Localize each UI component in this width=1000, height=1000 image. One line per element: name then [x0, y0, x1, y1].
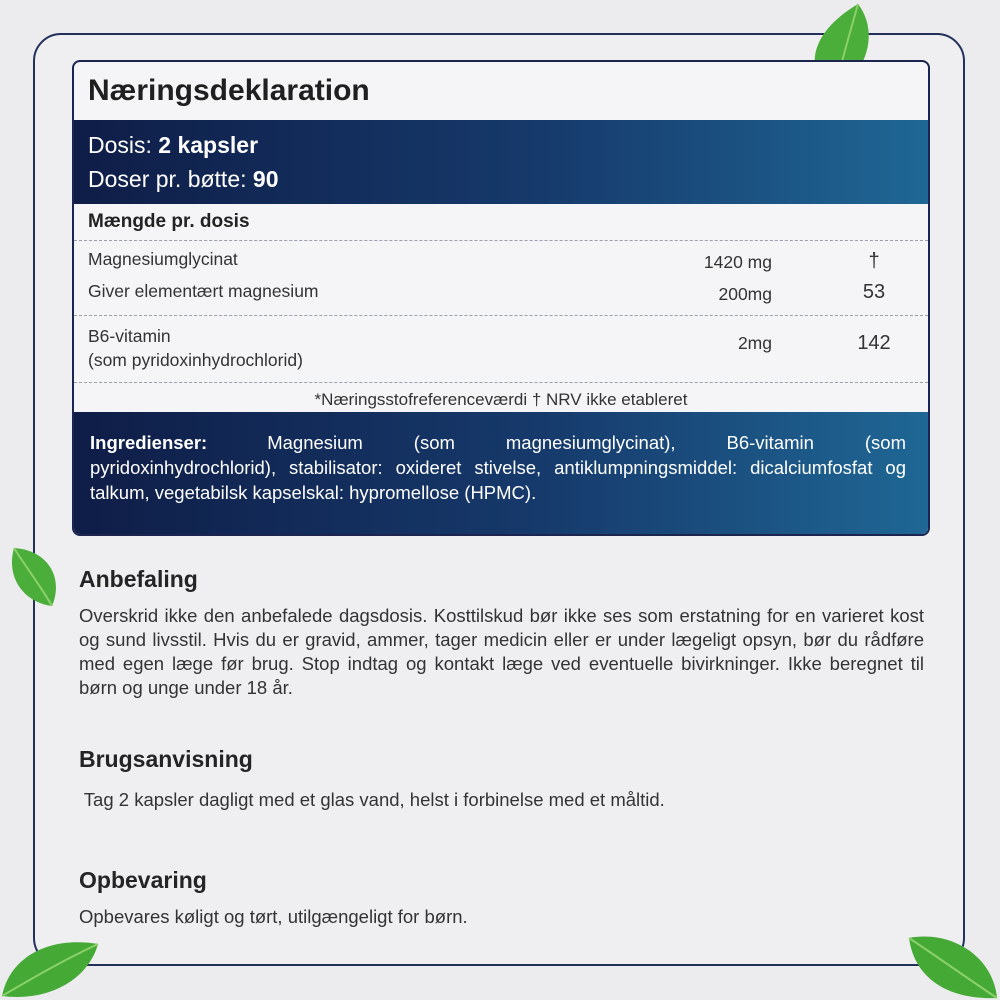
dose-band: [74, 120, 928, 204]
doses-value: 90: [252, 166, 279, 192]
row-nrv: 53: [862, 281, 886, 303]
row-name: Giver elementært magnesium: [88, 281, 319, 301]
leaf-icon: [0, 930, 100, 1000]
usage-text: Tag 2 kapsler dagligt med et glas vand, helst i forbinelse med et måltid.: [79, 789, 665, 810]
row-amount: 1420 mg: [703, 252, 772, 272]
footnote: *Næringsstofreferenceværdi † NRV ikke etableret: [314, 390, 688, 409]
ingredients-label: Ingredienser:: [90, 432, 208, 453]
storage-text: Opbevares køligt og tørt, utilgængeligt for børn.: [79, 906, 468, 927]
magnesium-block: [74, 241, 928, 316]
nutrition-panel: [72, 60, 930, 536]
recommendation-title: Anbefaling: [79, 566, 198, 592]
dose-value: 2 kapsler: [158, 132, 259, 158]
row-nrv: 142: [857, 332, 891, 354]
storage-title: Opbevaring: [79, 867, 207, 893]
panel-title: Næringsdeklaration: [88, 74, 370, 107]
dose-label: Dosis:: [88, 132, 159, 158]
b6-block: [74, 316, 928, 383]
row-amount: 2mg: [737, 333, 772, 353]
doses-per-tub-line: [88, 162, 928, 196]
table-row: [74, 275, 928, 309]
recommendation-text: Overskrid ikke den anbefalede dagsdosis. Kosttilskud bør ikke ses som erstatning for en varieret kost og sund livsstil. Hvis du er gravid, ammer, tager medicin eller er under lægeligt opsyn, bør du rådføre med egen læge før brug. Stop indtag og kontakt læge ved eventuelle bivirkninger. Ikke beregnet til børn og unge under 18 år.: [79, 605, 924, 698]
leaf-icon: [8, 544, 62, 610]
usage-title: Brugsanvisning: [79, 746, 253, 772]
row-nrv: †: [868, 250, 880, 272]
table-row: [74, 241, 928, 275]
ingredients-box: [74, 412, 928, 534]
row-amount: 200mg: [718, 284, 772, 304]
ingredients-text: Magnesium (som magnesiumglycinat), B6-vitamin (som pyridoxinhydrochlorid), stabilisator: oxideret stivelse, antiklumpningsmiddel: dicalciumfosfat og talkum, vegetabilsk kapselskal: hypromellose (HPMC).: [90, 432, 906, 503]
row-name-line1: B6-vitamin: [88, 326, 171, 346]
table-row: [74, 316, 928, 382]
doses-label: Doser pr. bøtte:: [88, 166, 253, 192]
row-name: [88, 324, 303, 372]
amount-header: Mængde pr. dosis: [74, 204, 928, 241]
row-name: Magnesiumglycinat: [88, 249, 238, 269]
row-name-line2: (som pyridoxinhydrochlorid): [88, 350, 303, 370]
dose-line: [88, 128, 928, 162]
leaf-icon: [905, 930, 1000, 1000]
